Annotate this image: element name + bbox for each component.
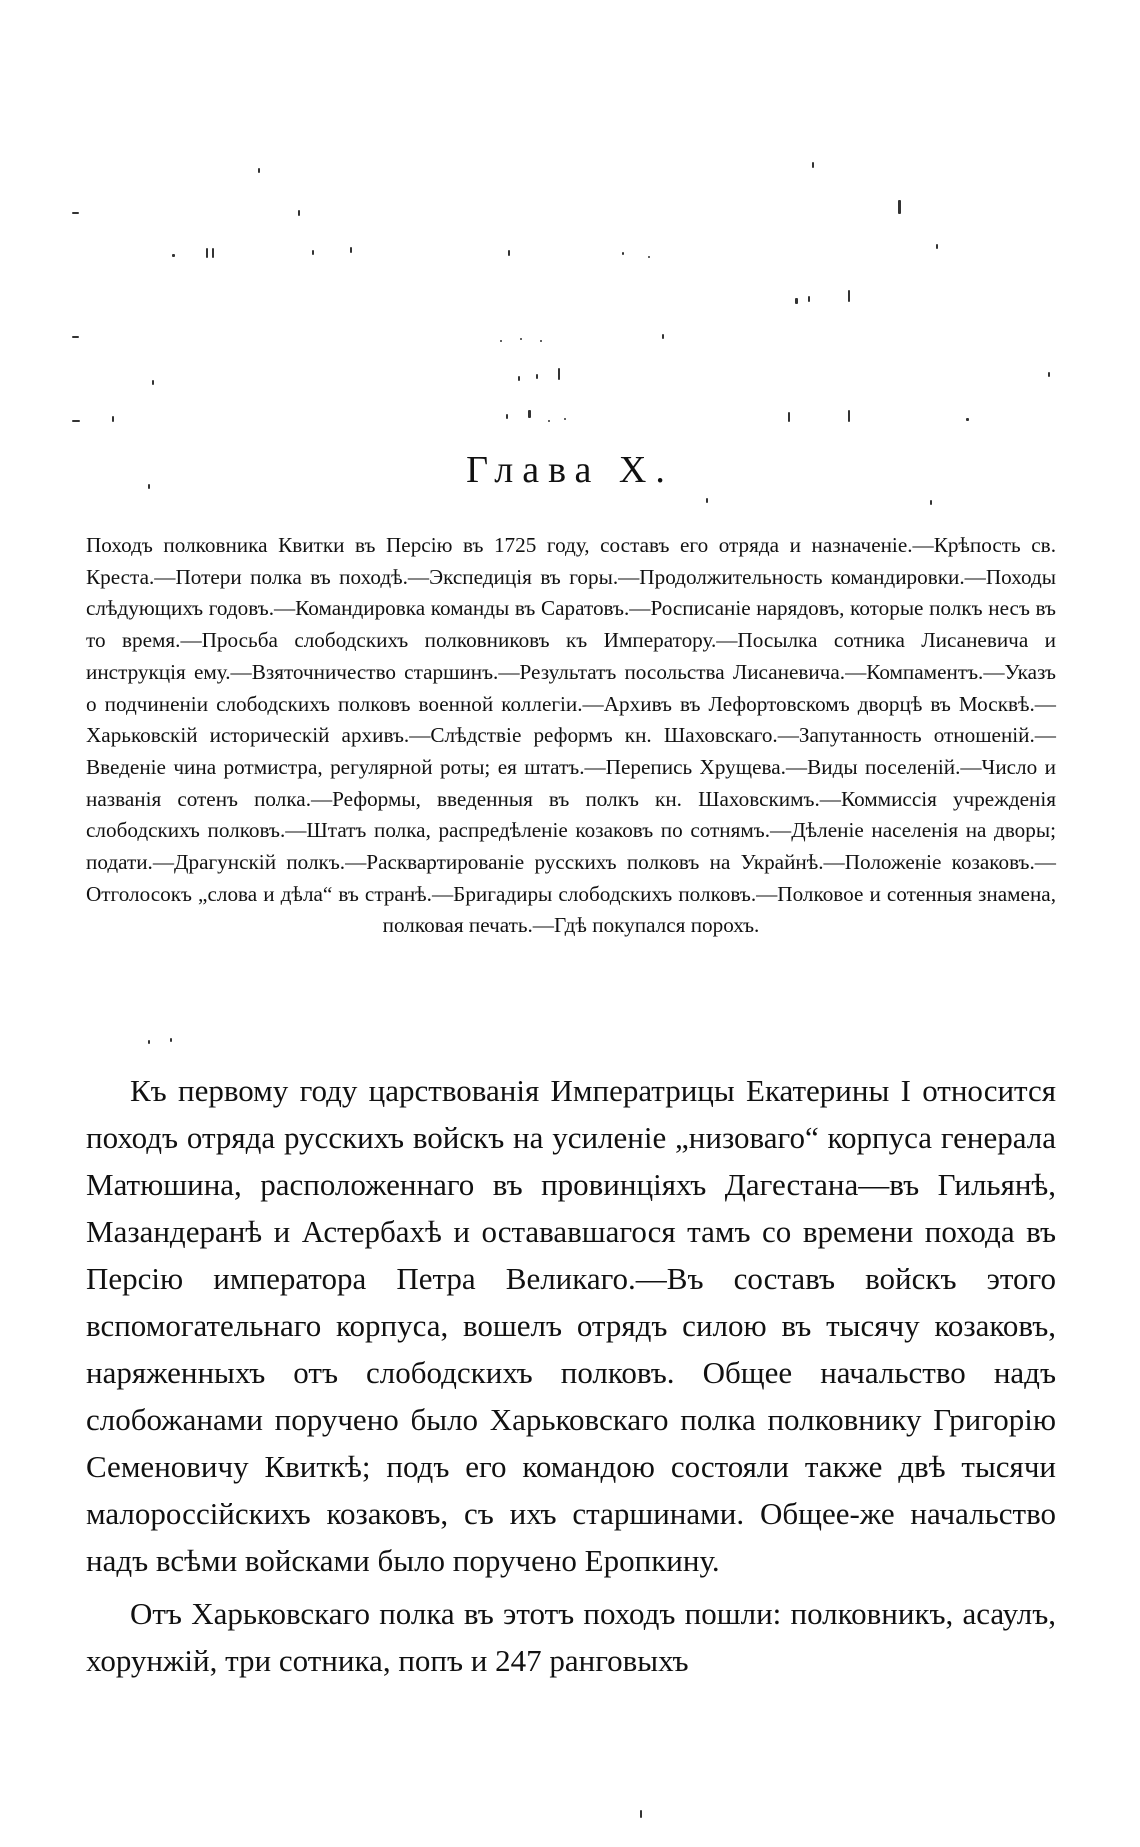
print-speck: [640, 1810, 642, 1818]
print-speck: [564, 418, 566, 420]
print-speck: [1048, 372, 1050, 377]
print-speck: [518, 376, 520, 381]
print-speck: [788, 412, 790, 422]
print-speck: [500, 340, 502, 342]
print-speck: [528, 410, 531, 418]
print-speck: [72, 336, 79, 338]
print-speck: [350, 247, 352, 253]
print-speck: [662, 334, 664, 339]
print-speck: [508, 250, 510, 256]
chapter-body: [86, 1067, 1056, 1684]
print-speck: [795, 298, 798, 304]
print-speck: [648, 256, 650, 258]
print-speck: [536, 374, 538, 379]
print-speck: [258, 168, 260, 173]
print-speck: [112, 416, 114, 422]
print-speck: [540, 340, 542, 342]
print-speck: [812, 162, 814, 168]
print-speck: [172, 254, 175, 257]
print-speck: [72, 420, 80, 422]
print-speck: [898, 200, 901, 214]
body-paragraph: Отъ Харьковскаго полка въ этотъ походъ пошли: полковникъ, асаулъ, хорунжій, три сотника, попъ и 247 ранговыхъ: [86, 1596, 1056, 1678]
print-speck: [72, 212, 79, 214]
print-speck: [848, 410, 850, 422]
print-speck: [148, 1040, 150, 1044]
print-speck: [558, 368, 560, 380]
print-speck: [930, 500, 932, 505]
print-speck: [548, 420, 550, 422]
chapter-summary: Походъ полковника Квитки въ Персію въ 1725 году, составъ его отряда и назначеніе.—Крѣпость св. Креста.—Потери полка въ походѣ.—Экспедиція въ горы.—Продолжительность командировки.—Походы слѣдующихъ годовъ.—Командировка команды въ Саратовъ.—Росписаніе нарядовъ, которые полкъ несъ въ то время.—Просьба слободскихъ полковниковъ къ Императору.—Посылка сотника Лисаневича и инструкція ему.—Взяточничество старшинъ.—Результатъ посольства Лисаневича.—Компаментъ.—Указъ о подчиненіи слободскихъ полковъ военной коллегіи.—Архивъ въ Лефортовскомъ дворцѣ въ Москвѣ.—Харьковскій историческій архивъ.—Слѣдствіе реформъ кн. Шаховскаго.—Запутанность отношеній.—Введеніе чина ротмистра, регулярной роты; ея штатъ.—Перепись Хрущева.—Виды поселеній.—Число и названія сотенъ полка.—Реформы, введенныя въ полкъ кн. Шаховскимъ.—Коммиссія учрежденія слободскихъ полковъ.—Штатъ полка, распредѣленіе козаковъ по сотнямъ.—Дѣленіе населенія на дворы; подати.—Драгунскій полкъ.—Расквартированіе русскихъ полковъ на Украйнѣ.—Положеніе козаковъ.—Отголосокъ „слова и дѣла“ въ странѣ.—Бригадиры слободскихъ полковъ.—Полковое и сотенныя знамена, полковая печать.—Гдѣ покупался порохъ.: [86, 533, 1056, 938]
body-paragraph: Къ первому году царствованія Императрицы Екатерины I относится походъ отряда русскихъ войскъ на усиленіе „низоваго“ корпуса генерала Матюшина, расположеннаго въ провинціяхъ Дагестана—въ Гильянѣ, Мазандеранѣ и Астербахѣ и остававшагося тамъ со времени похода въ Персію императора Петра Великаго.—Въ составъ войскъ этого вспомогательнаго корпуса, вошелъ отрядъ силою въ тысячу козаковъ, наряженныхъ отъ слободскихъ полковъ. Общее начальство надъ слобожанами поручено было Харьковскаго полка полковнику Григорію Семеновичу Квиткѣ; подъ его командою состояли также двѣ тысячи малороссійскихъ козаковъ, съ ихъ старшинами. Общее-же начальство надъ всѣми войсками было поручено Еропкину.: [86, 1073, 1056, 1578]
print-speck: [966, 418, 969, 421]
print-speck: [706, 498, 708, 503]
print-speck: [152, 380, 154, 385]
print-speck: [848, 290, 850, 302]
print-speck: [808, 296, 810, 302]
print-speck: [312, 250, 314, 255]
print-speck: [520, 338, 522, 340]
print-speck: [298, 210, 300, 216]
print-speck: [506, 414, 508, 419]
chapter-title: Глава X.: [466, 449, 674, 491]
print-speck: [206, 248, 208, 258]
print-speck: [936, 244, 938, 249]
print-speck: [622, 252, 624, 255]
print-speck: [170, 1038, 172, 1042]
print-speck: [212, 248, 214, 258]
